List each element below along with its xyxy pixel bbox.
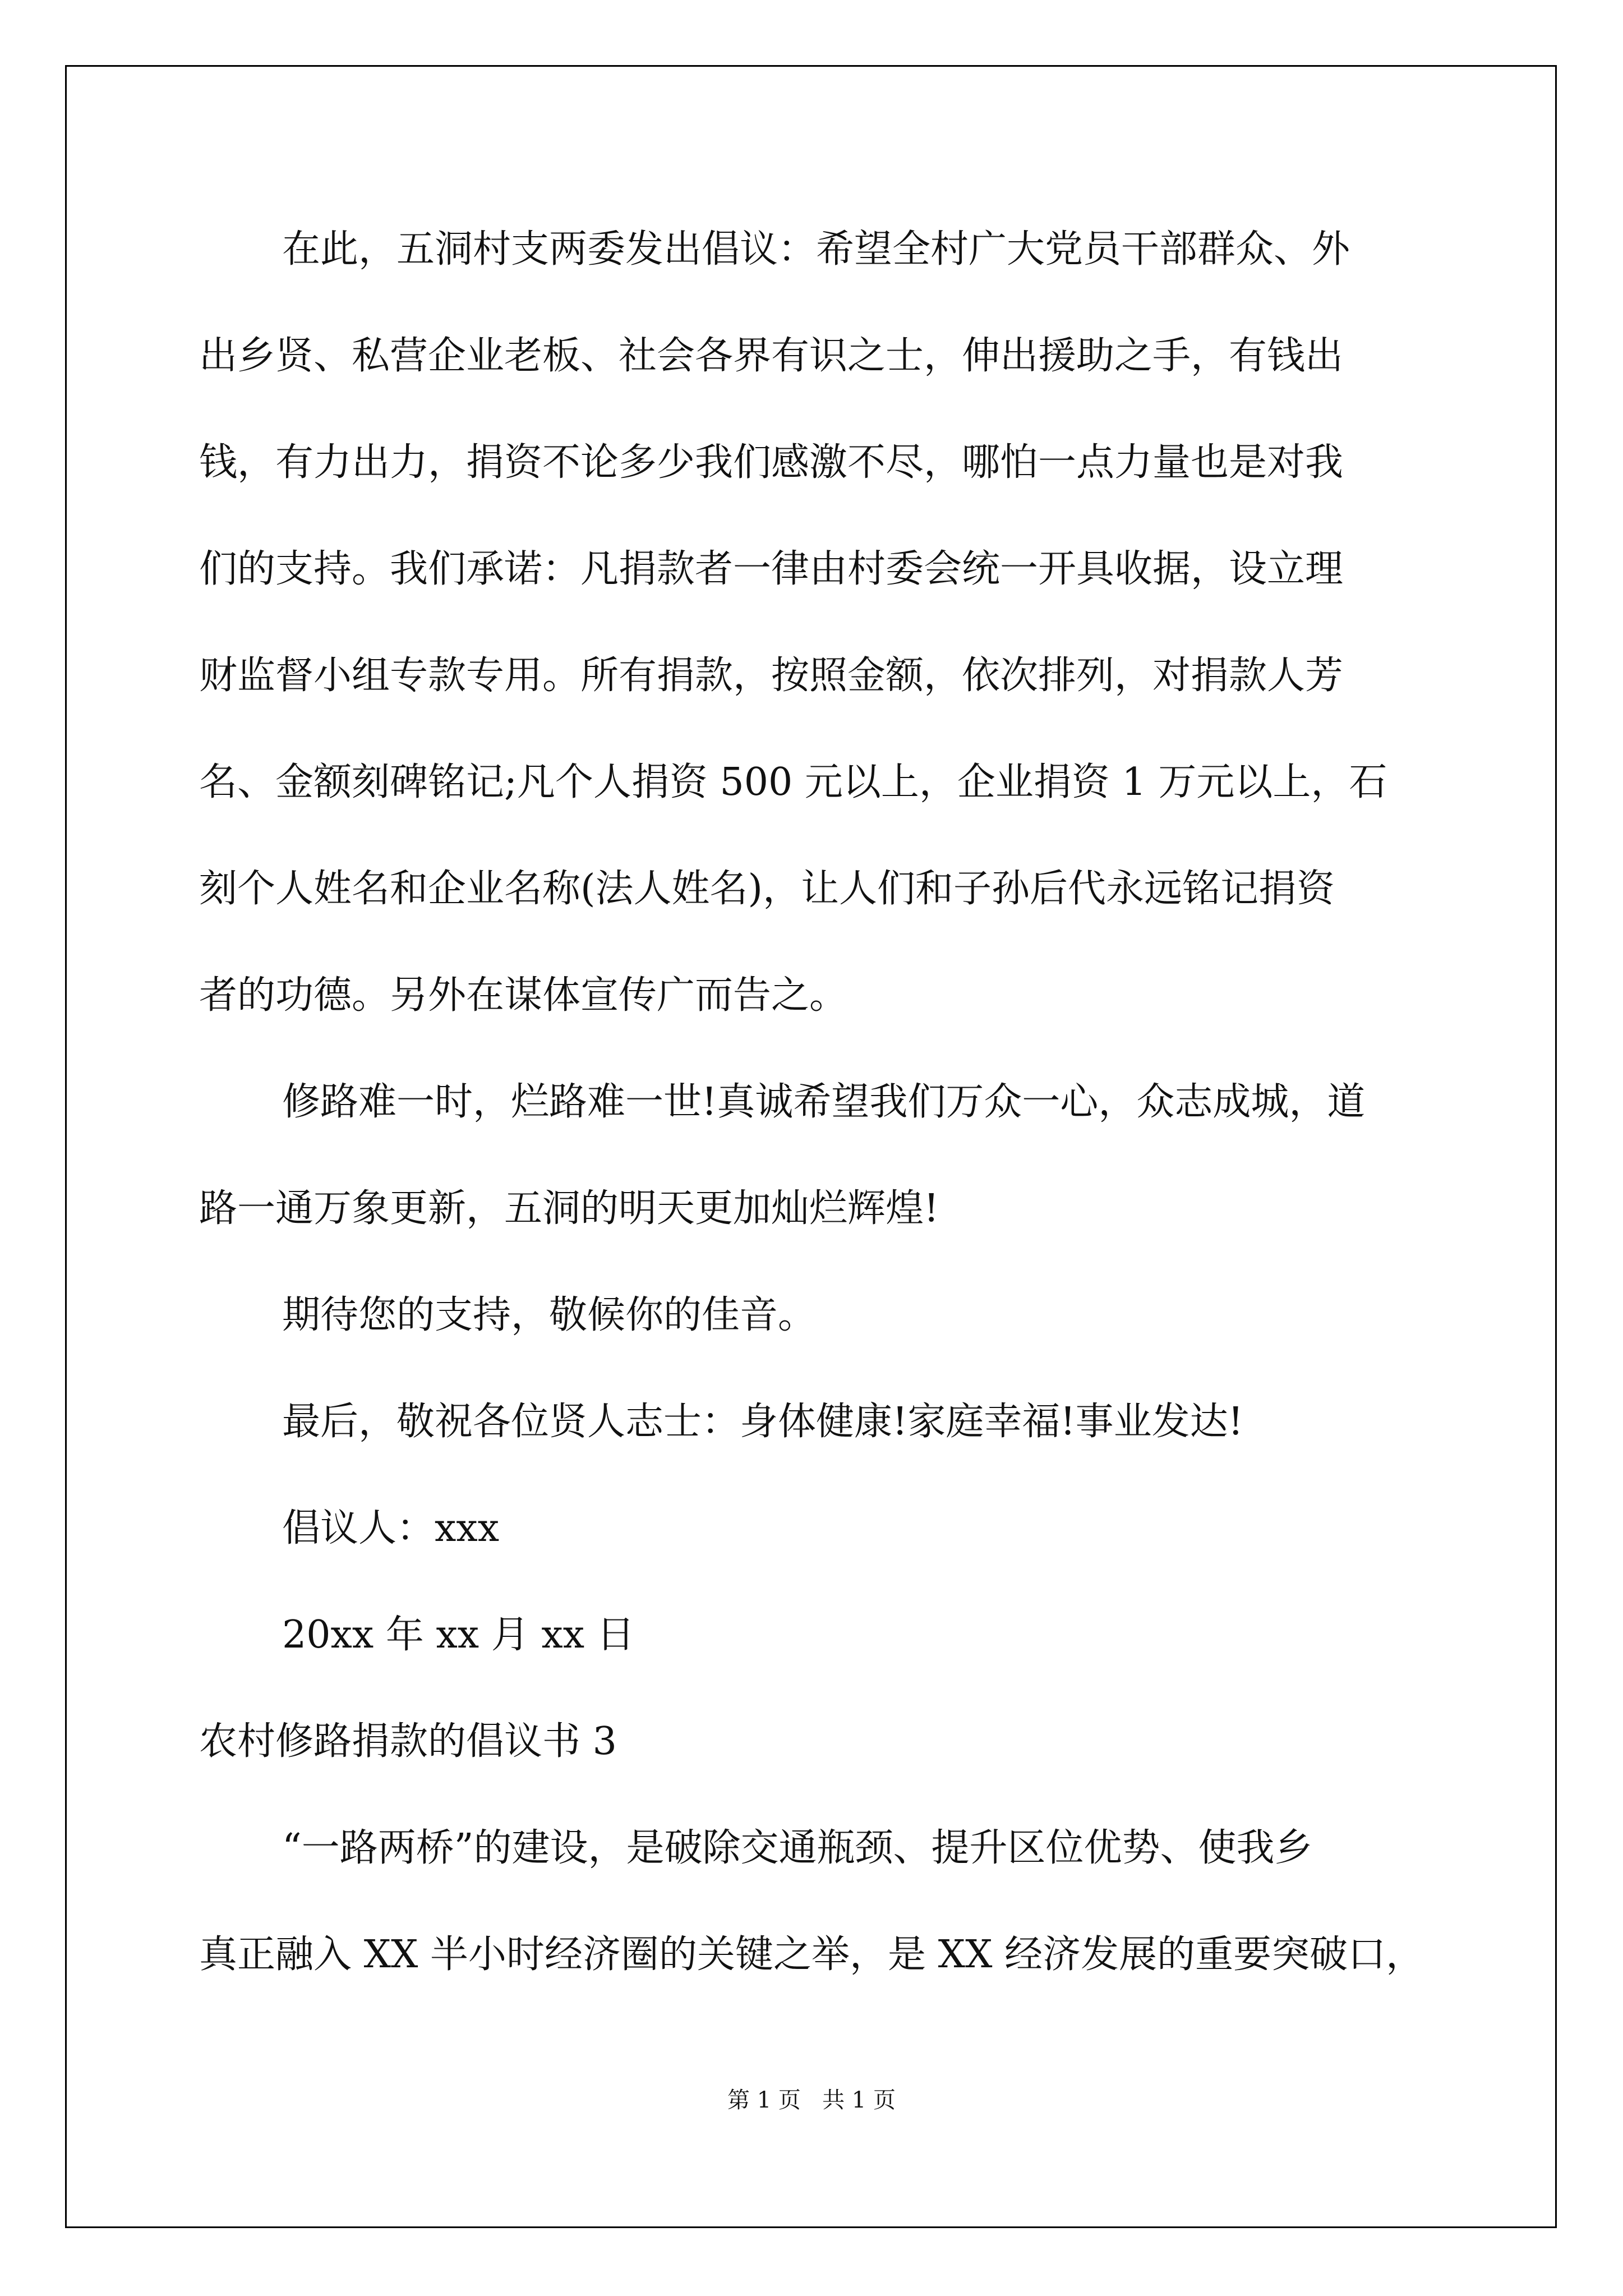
paragraph-1-line-5: 财监督小组专款专用。所有捐款，按照金额，依次排列，对捐款人芳: [199, 654, 1344, 698]
signature-line: 倡议人：xxx: [282, 1506, 500, 1550]
page-footer: 第 1 页 共 1 页: [727, 2087, 896, 2113]
paragraph-2-line-2: 路一通万象更新，五洞的明天更加灿烂辉煌!: [199, 1186, 939, 1231]
page-border: [65, 65, 1557, 2228]
paragraph-1-line-6: 名、金额刻碑铭记;凡个人捐资 500 元以上，企业捐资 1 万元以上，石: [199, 760, 1387, 804]
paragraph-1-line-7: 刻个人姓名和企业名称(法人姓名)，让人们和子孙后代永远铭记捐资: [199, 867, 1335, 911]
paragraph-1-line-4: 们的支持。我们承诺：凡捐款者一律由村委会统一开具收据，设立理: [199, 547, 1344, 591]
paragraph-2-line-1: 修路难一时，烂路难一世!真诚希望我们万众一心，众志成城，道: [282, 1080, 1366, 1124]
paragraph-3: 期待您的支持，敬候你的佳音。: [282, 1293, 817, 1337]
paragraph-4: 最后，敬祝各位贤人志士：身体健康!家庭幸福!事业发达!: [282, 1400, 1243, 1444]
paragraph-5-line-1: “一路两桥”的建设，是破除交通瓶颈、提升区位优势、使我乡: [282, 1826, 1313, 1870]
date-line: 20xx 年 xx 月 xx 日: [282, 1613, 635, 1657]
paragraph-1-line-1: 在此，五洞村支两委发出倡议：希望全村广大党员干部群众、外: [282, 227, 1350, 272]
section-heading: 农村修路捐款的倡议书 3: [199, 1719, 617, 1764]
paragraph-5-line-2: 真正融入 XX 半小时经济圈的关键之举，是 XX 经济发展的重要突破口，: [199, 1932, 1424, 1977]
paragraph-1-line-2: 出乡贤、私营企业老板、社会各界有识之士，伸出援助之手，有钱出: [199, 334, 1344, 378]
paragraph-1-line-3: 钱，有力出力，捐资不论多少我们感激不尽，哪怕一点力量也是对我: [199, 440, 1344, 485]
paragraph-1-line-8: 者的功德。另外在谋体宣传广而告之。: [199, 973, 848, 1018]
